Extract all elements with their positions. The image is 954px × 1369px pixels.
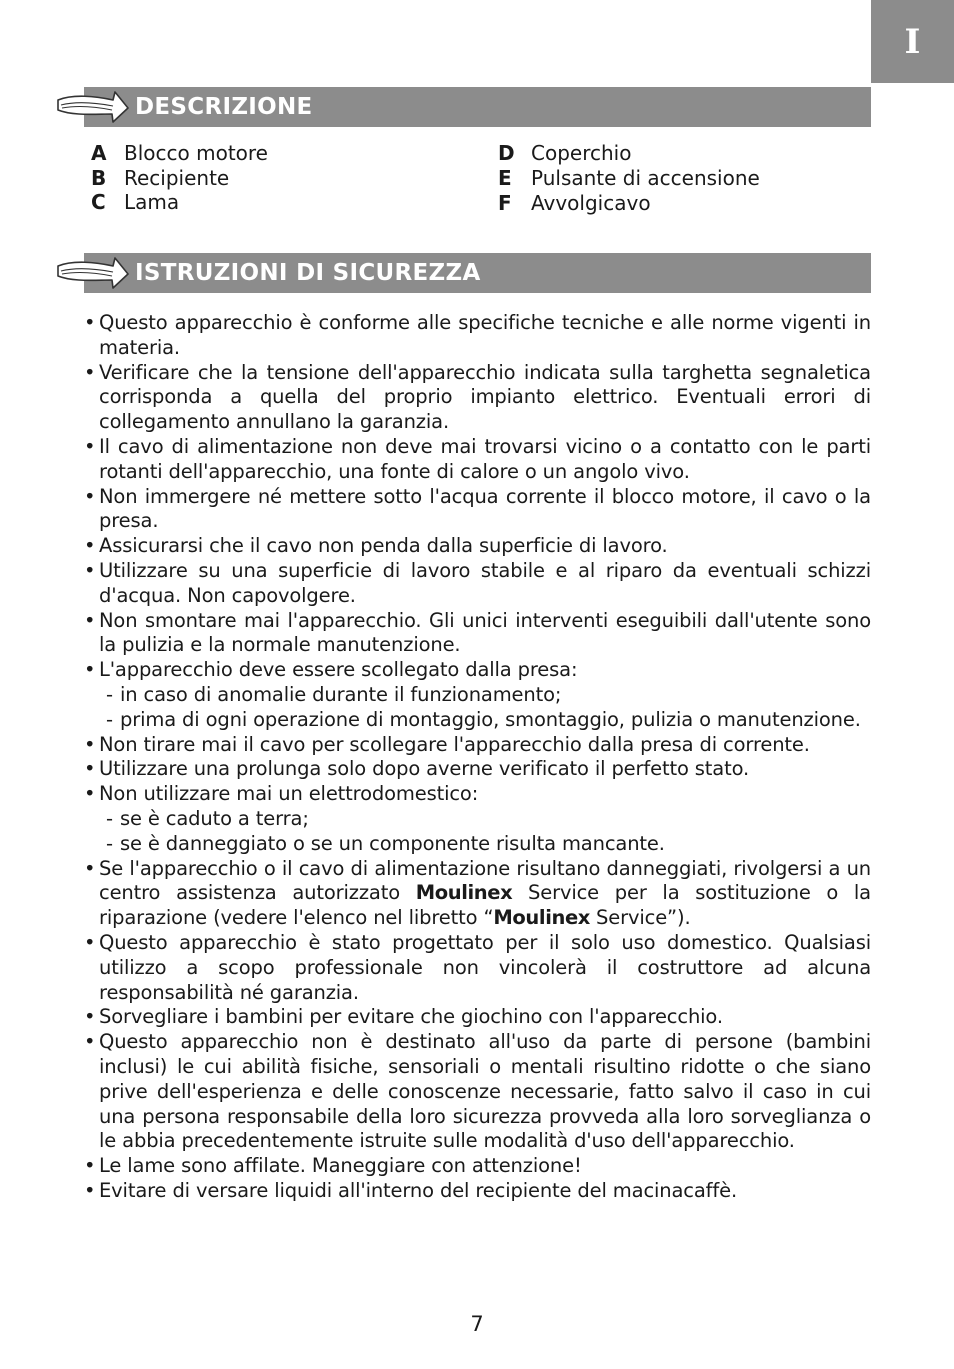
rule-text: Questo apparecchio è conforme alle specifiche tecniche e alle norme vigenti in materia. — [99, 311, 871, 359]
safety-rule — [84, 1179, 871, 1204]
description-letter: F — [498, 191, 512, 215]
subrule-text: prima di ogni operazione di montaggio, smontaggio, pulizia o manutenzione. — [120, 707, 861, 731]
safety-rule — [84, 435, 871, 485]
rule-text: Service”). — [596, 906, 691, 930]
description-label: Lama — [124, 190, 180, 214]
bullet: • — [84, 1154, 96, 1178]
bullet: • — [84, 930, 96, 954]
bullet: • — [84, 1005, 96, 1029]
bullet: • — [84, 856, 96, 880]
rule-text: Questo apparecchio è stato progettato per il solo uso domestico. Qualsiasi utilizzo a scopo professionale non vincolerà il costruttore ad alcuna responsabilità né garanzia. — [99, 930, 871, 1004]
arrow-icon — [55, 252, 131, 294]
rule-text: Utilizzare una prolunga solo dopo averne verificato il perfetto stato. — [99, 757, 750, 781]
rule-text: Assicurarsi che il cavo non penda dalla superficie di lavoro. — [99, 534, 668, 558]
rule-text: Verificare che la tensione dell'apparecchio indicata sulla targhetta segnaletica corrisponda a quella del proprio impianto elettrico. Eventuali errori di collegamento annullano la garanzia. — [99, 360, 871, 434]
rule-text: Non utilizzare mai un elettrodomestico: — [99, 782, 479, 806]
rule-text: Non tirare mai il cavo per scollegare l'apparecchio dalla presa di corrente. — [99, 732, 810, 756]
bullet: • — [84, 732, 96, 756]
bullet: • — [84, 434, 96, 458]
dash: - — [106, 682, 113, 706]
bullet: • — [84, 360, 96, 384]
rule-text: Questo apparecchio non è destinato all'uso da parte di persone (bambini inclusi) le cui abilità fisiche, sensoriali o mentali risultino ridotte o che siano prive dell'esperienza e delle conoscenze necessarie, fatto salvo il caso in cui una persona responsabile della loro sicurezza provveda alla loro sorveglianza o le abbia precedentemente istruite sulle modalità d'uso dell'apparecchio. — [99, 1030, 871, 1153]
dash: - — [106, 806, 113, 830]
description-title: DESCRIZIONE — [135, 94, 313, 120]
rule-text: Non smontare mai l'apparecchio. Gli unici interventi eseguibili dall'utente sono la pulizia e la normale manutenzione. — [99, 608, 871, 657]
subrule-text: in caso di anomalie durante il funzionamento; — [120, 682, 562, 706]
rule-text: Se l'apparecchio o il cavo di alimentazione risultano danneggiati, rivolgersi a un centro assistenza autorizzato — [99, 856, 871, 905]
description-letter: A — [91, 141, 107, 165]
bullet: • — [84, 558, 96, 582]
safety-rule — [84, 1154, 871, 1179]
rule-text: Le lame sono affilate. Maneggiare con attenzione! — [99, 1154, 582, 1178]
safety-rule — [84, 361, 871, 435]
safety-subrule — [84, 832, 871, 857]
safety-rules-list — [84, 311, 871, 1204]
safety-rule — [84, 782, 871, 807]
safety-subrule — [84, 708, 871, 733]
safety-rule — [84, 1030, 871, 1154]
rule-text: Utilizzare su una superficie di lavoro stabile e al riparo da eventuali schizzi d'acqua. Non capovolgere. — [99, 558, 871, 607]
safety-rule — [84, 1005, 871, 1030]
bullet: • — [84, 484, 96, 508]
rule-text: Non immergere né mettere sotto l'acqua corrente il blocco motore, il cavo o la presa. — [99, 484, 871, 533]
rule-text: Evitare di versare liquidi all'interno del recipiente del macinacaffè. — [99, 1178, 737, 1202]
safety-subrule — [84, 683, 871, 708]
description-label: Pulsante di accensione — [531, 166, 760, 190]
description-label: Blocco motore — [124, 141, 268, 165]
description-letter: B — [91, 166, 107, 190]
description-letter: D — [498, 141, 515, 165]
arrow-icon — [55, 86, 131, 128]
safety-title: ISTRUZIONI DI SICUREZZA — [135, 260, 481, 286]
safety-rule — [84, 609, 871, 659]
description-item — [91, 190, 179, 215]
brand-name: Moulinex — [493, 906, 590, 930]
description-letter: E — [498, 166, 512, 190]
dash: - — [106, 707, 113, 731]
brand-name: Moulinex — [415, 881, 513, 905]
bullet: • — [84, 1178, 96, 1202]
safety-rule — [84, 534, 871, 559]
bullet: • — [84, 1030, 96, 1054]
bullet: • — [84, 782, 96, 806]
safety-rule — [84, 658, 871, 683]
subrule-text: se è caduto a terra; — [120, 806, 309, 830]
bullet: • — [84, 658, 96, 682]
description-label: Avvolgicavo — [531, 191, 651, 215]
description-label: Recipiente — [124, 166, 230, 190]
bullet: • — [84, 757, 96, 781]
page-number: 7 — [470, 1312, 484, 1336]
bullet: • — [84, 534, 96, 558]
safety-rule — [84, 857, 871, 931]
safety-rule — [84, 733, 871, 758]
safety-rule — [84, 559, 871, 609]
safety-rule — [84, 485, 871, 535]
description-letter: C — [91, 190, 106, 214]
rule-text: Service per la sostituzione o la riparazione (vedere l'elenco nel libretto “ — [99, 881, 871, 930]
rule-text: Sorvegliare i bambini per evitare che giochino con l'apparecchio. — [99, 1005, 723, 1029]
description-item — [91, 141, 268, 166]
safety-rule — [84, 757, 871, 782]
dash: - — [106, 831, 113, 855]
description-item — [498, 166, 760, 191]
bullet: • — [84, 311, 96, 334]
description-item — [498, 141, 631, 166]
rule-text: Il cavo di alimentazione non deve mai trovarsi vicino o a contatto con le parti rotanti dell'apparecchio, una fonte di calore o un angolo vivo. — [99, 434, 871, 483]
description-item — [91, 166, 229, 191]
safety-subrule — [84, 807, 871, 832]
language-tab: I — [871, 0, 954, 83]
safety-rule — [84, 931, 871, 1005]
safety-rule — [84, 311, 871, 361]
subrule-text: se è danneggiato o se un componente risulta mancante. — [120, 831, 665, 855]
description-label: Coperchio — [531, 141, 632, 165]
rule-text: L'apparecchio deve essere scollegato dalla presa: — [99, 658, 578, 682]
bullet: • — [84, 608, 96, 632]
description-item — [498, 191, 651, 216]
